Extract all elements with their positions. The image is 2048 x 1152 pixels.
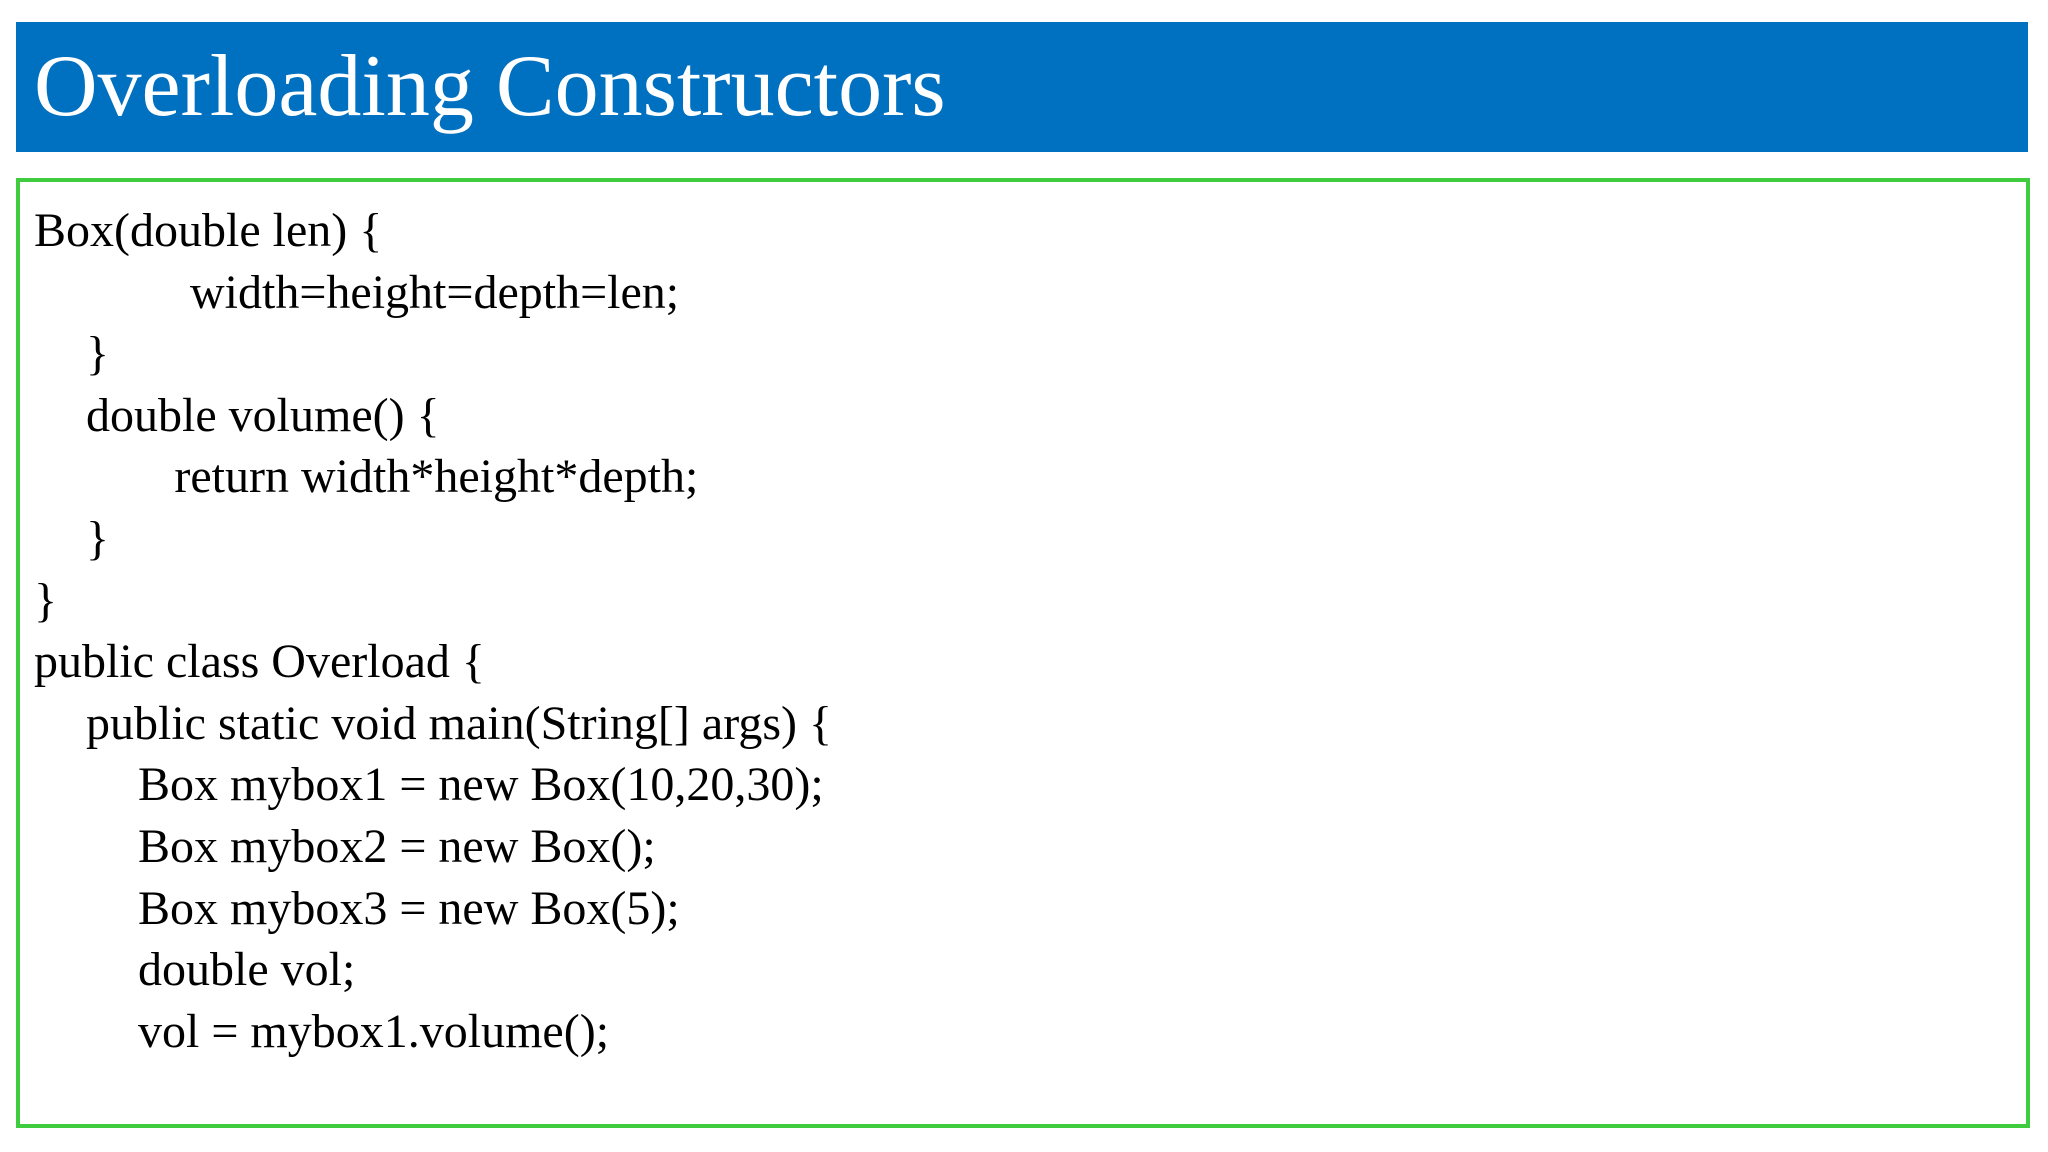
code-line: return width*height*depth; [174,450,699,504]
title-bar [16,22,2028,152]
code-line: Box mybox3 = new Box(5); [138,881,680,935]
code-line: Box mybox1 = new Box(10,20,30); [138,758,824,812]
code-line: } [86,512,110,565]
code-line: } [34,573,58,627]
code-line: vol = mybox1.volume(); [138,1004,610,1058]
code-line: public static void main(String[] args) { [86,696,833,750]
slide-title: Overloading Constructors [34,38,946,135]
code-line: Box mybox2 = new Box(); [138,820,656,873]
code-line: } [86,327,110,381]
code-line: double volume() { [86,388,440,442]
code-line: public class Overload { [34,635,485,689]
code-line: Box(double len) { [34,204,383,257]
code-box [16,178,2030,1128]
code-line: width=height=depth=len; [190,265,680,319]
code-line: double vol; [138,943,356,997]
